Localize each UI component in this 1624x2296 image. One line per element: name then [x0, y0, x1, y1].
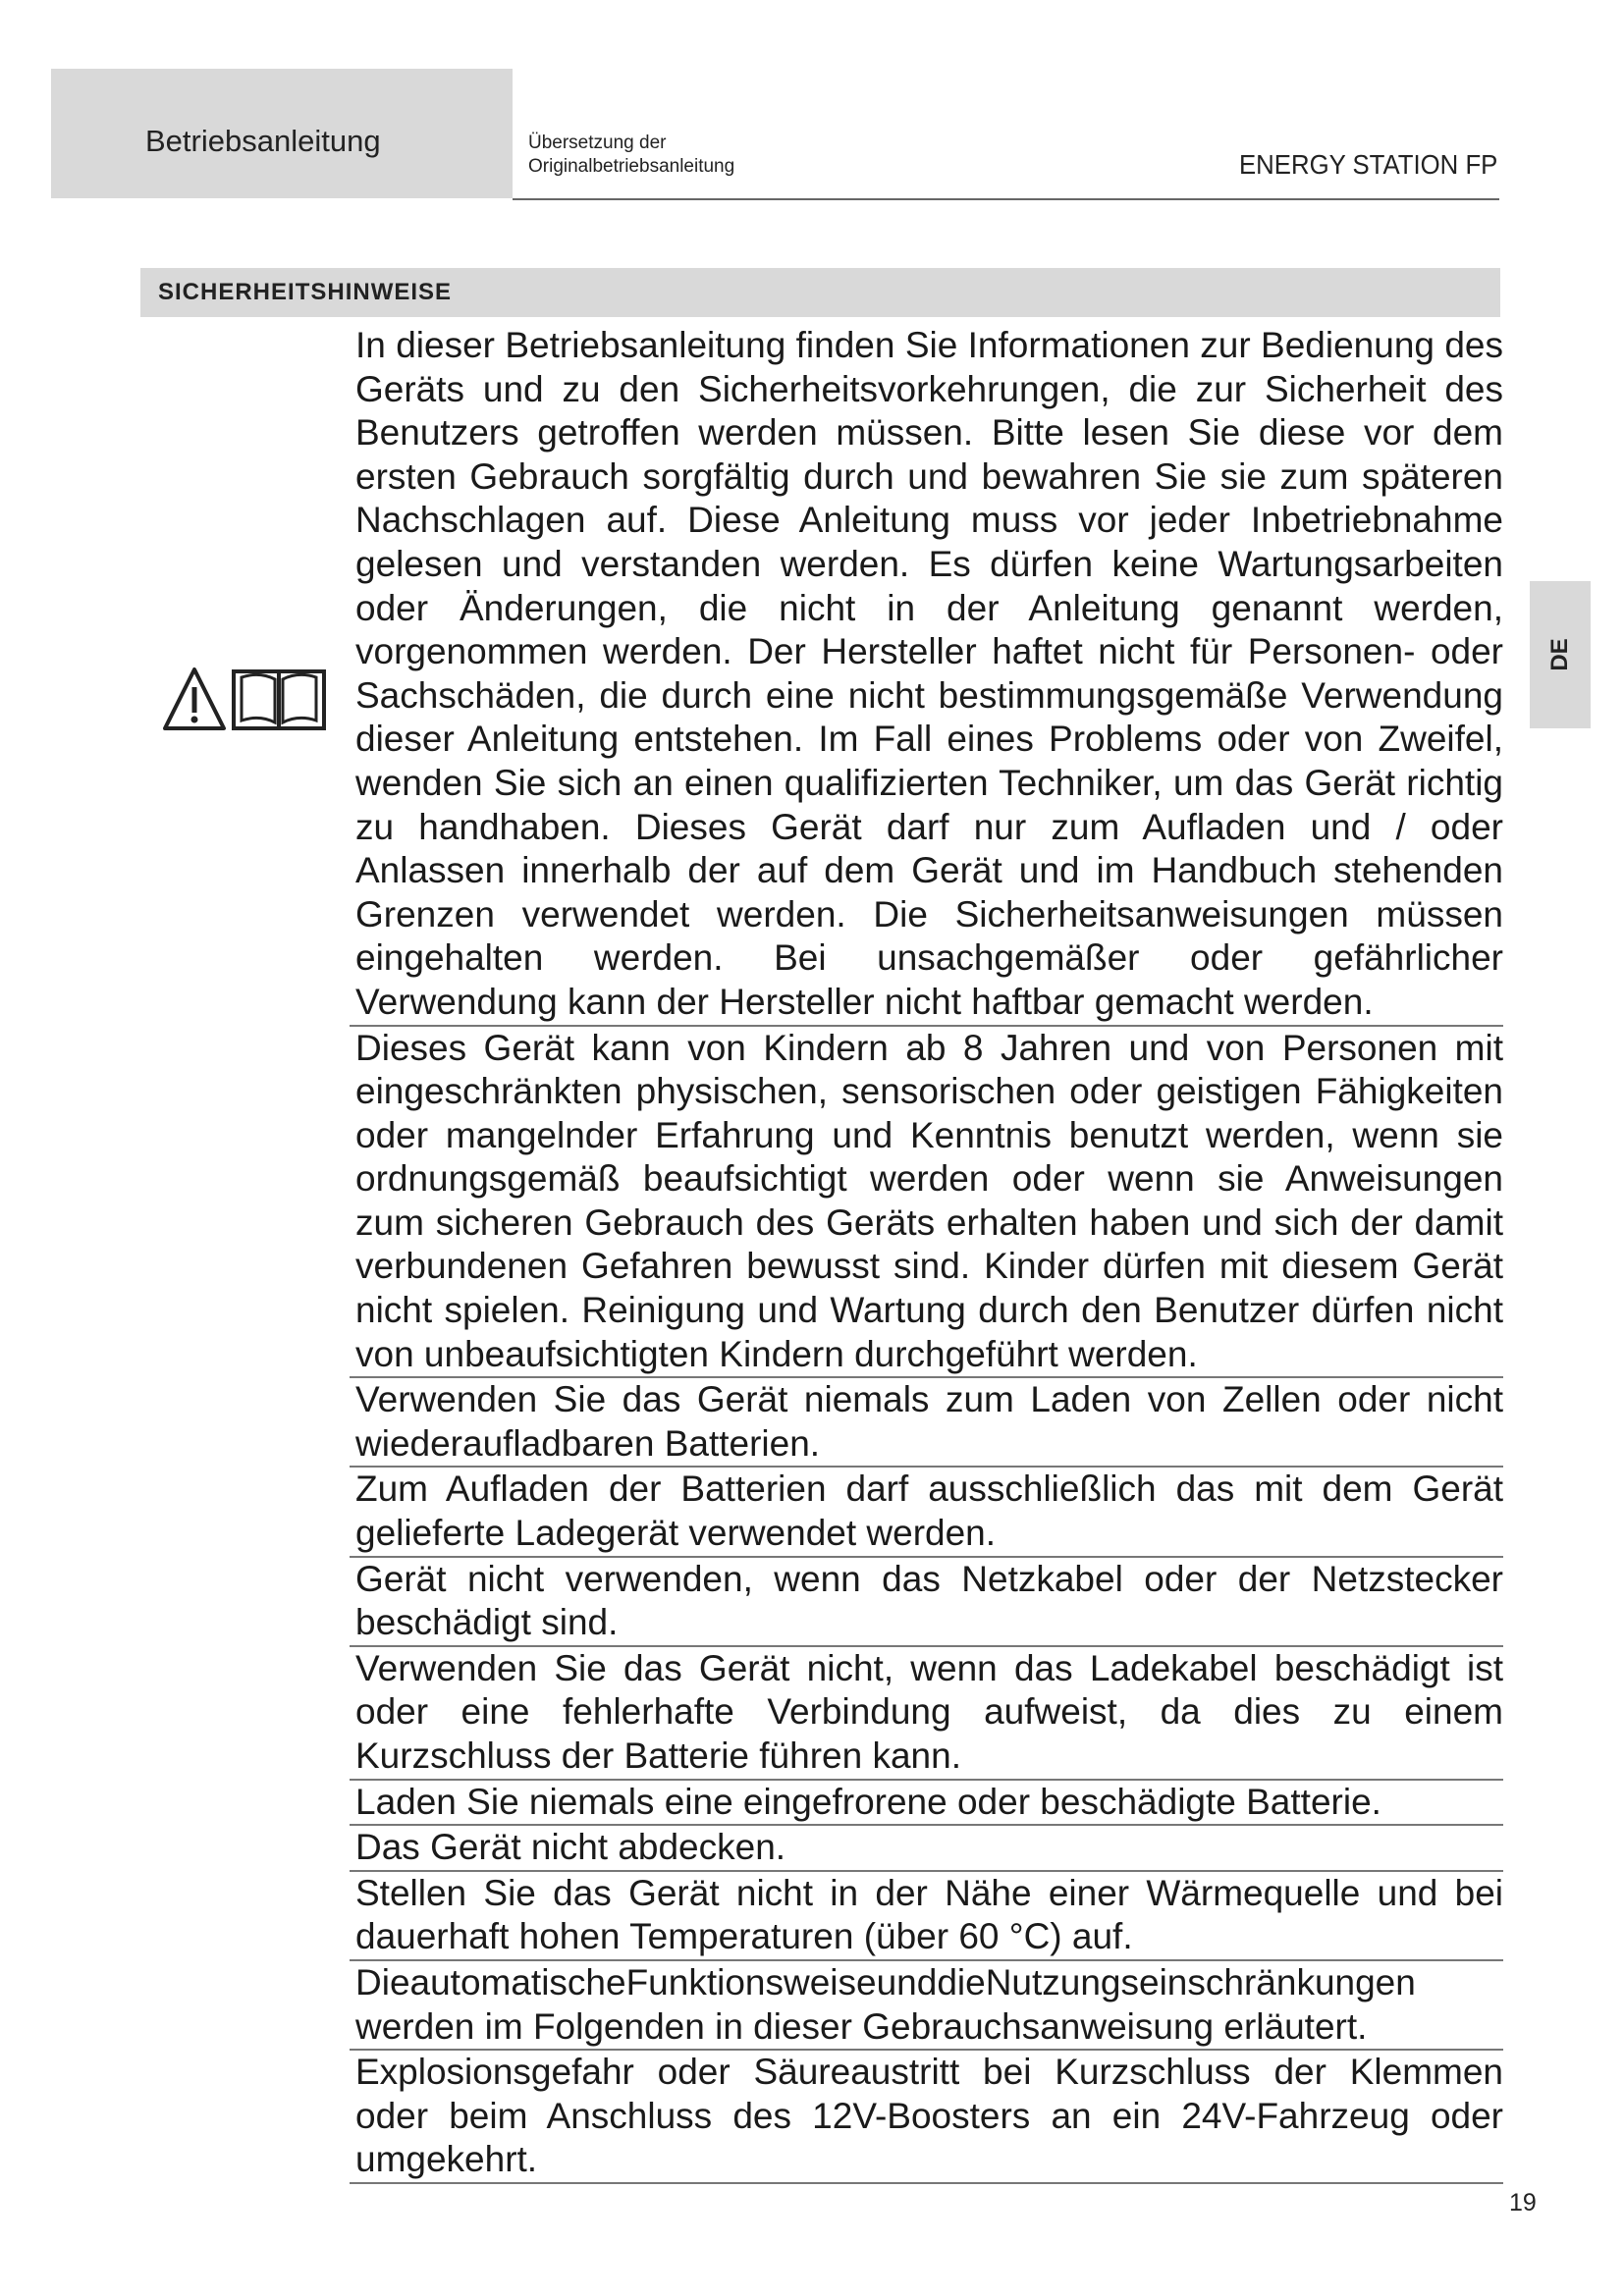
instruction-item: Explosionsgefahr oder Säureaustritt bei Kurzschluss der Klemmen oder beim Anschluss des 12V-Boosters an ein 24V-Fahrzeug oder umgekehrt.: [350, 2051, 1503, 2184]
instruction-item: Laden Sie niemals eine eingefrorene oder beschädigte Batterie.: [350, 1781, 1503, 1827]
section-title: SICHERHEITSHINWEISE: [158, 279, 453, 305]
instruction-item: Das Gerät nicht abdecken.: [350, 1826, 1503, 1872]
section-header-bar: [140, 268, 1500, 317]
safety-instructions: [350, 324, 1503, 2184]
instruction-item: Stellen Sie das Gerät nicht in der Nähe einer Wärmequelle und bei dauerhaft hohen Temperaturen (über 60 °C) auf.: [350, 1872, 1503, 1961]
instruction-item: Gerät nicht verwenden, wenn das Netzkabel oder der Netzstecker beschädigt sind.: [350, 1558, 1503, 1647]
product-name: ENERGY STATION FP: [1239, 149, 1498, 180]
warning-triangle-icon: [165, 669, 224, 728]
language-tab-label: DE: [1546, 638, 1573, 671]
instruction-item: Verwenden Sie das Gerät niemals zum Laden von Zellen oder nicht wiederaufladbaren Batterien.: [350, 1378, 1503, 1468]
page-number: 19: [1509, 2189, 1537, 2216]
safety-icons: [163, 666, 330, 734]
instruction-item: Verwenden Sie das Gerät nicht, wenn das Ladekabel beschädigt ist oder eine fehlerhafte Verbindung aufweist, da dies zu einem Kurzschluss der Batterie führen kann.: [350, 1647, 1503, 1781]
header-rule: [513, 198, 1499, 200]
translation-note: Übersetzung der Originalbetriebsanleitung: [528, 133, 735, 177]
language-tab: [1530, 581, 1591, 728]
read-manual-book-icon: [234, 671, 324, 728]
instruction-item: Dieses Gerät kann von Kindern ab 8 Jahren und von Personen mit eingeschränkten physischen, sensorischen oder geistigen Fähigkeiten oder mangelnder Erfahrung und Kenntnis benutzt werden, wenn sie ordnungsgemäß beaufsichtigt werden oder wenn sie Anweisungen zum sicheren Gebrauch des Geräts erhalten haben und sich der damit verbundenen Gefahren bewusst sind. Kinder dürfen mit diesem Gerät nicht spielen. Reinigung und Wartung durch den Benutzer dürfen nicht von unbeaufsichtigten Kindern durchgeführt werden.: [350, 1027, 1503, 1379]
instruction-item: DieautomatischeFunktionsweiseunddieNutzungseinschränkungen werden im Folgenden in dieser Gebrauchsanweisung erläutert.: [350, 1961, 1503, 2051]
manual-title: Betriebsanleitung: [145, 124, 381, 158]
safety-icons-graphic: [163, 666, 330, 734]
instruction-item: Zum Aufladen der Batterien darf ausschließlich das mit dem Gerät gelieferte Ladegerät verwendet werden.: [350, 1468, 1503, 1557]
instruction-item: In dieser Betriebsanleitung finden Sie Informationen zur Bedienung des Geräts und zu den Sicherheitsvorkehrungen, die zur Sicherheit des Benutzers getroffen werden müssen. Bitte lesen Sie diese vor dem ersten Gebrauch sorgfältig durch und bewahren Sie sie zum späteren Nachschlagen auf. Diese Anleitung muss vor jeder Inbetriebnahme gelesen und verstanden werden. Es dürfen keine Wartungsarbeiten oder Änderungen, die nicht in der Anleitung genannt werden, vorgenommen werden. Der Hersteller haftet nicht für Personen- oder Sachschäden, die durch eine nicht bestimmungsgemäße Verwendung dieser Anleitung entstehen. Im Fall eines Problems oder von Zweifel, wenden Sie sich an einen qualifizierten Techniker, um das Gerät richtig zu handhaben. Dieses Gerät darf nur zum Aufladen und / oder Anlassen innerhalb der auf dem Gerät und im Handbuch stehenden Grenzen verwendet werden. Die Sicherheitsanweisungen müssen eingehalten werden. Bei unsachgemäßer oder gefährlicher Verwendung kann der Hersteller nicht haftbar gemacht werden.: [350, 324, 1503, 1027]
